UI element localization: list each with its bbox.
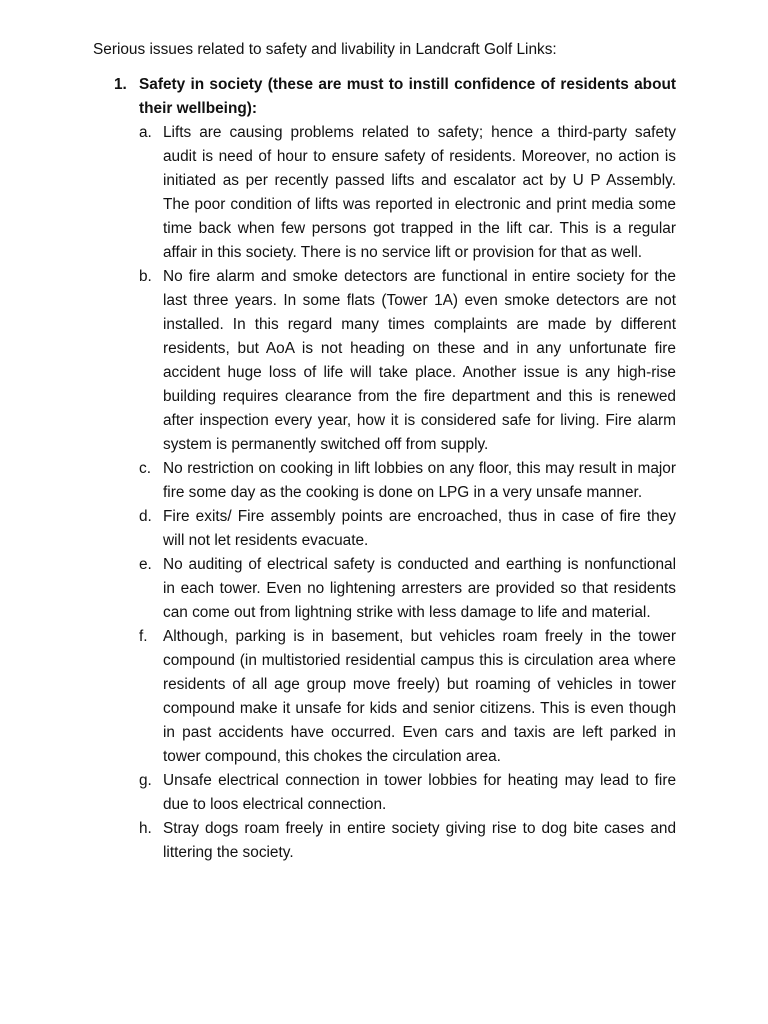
section-number: 1. bbox=[114, 76, 127, 93]
list-item bbox=[139, 625, 676, 769]
item-letter: g. bbox=[139, 772, 152, 789]
list-item bbox=[139, 265, 676, 457]
item-text: Stray dogs roam freely in entire society giving rise to dog bite cases and littering the society. bbox=[163, 820, 676, 861]
item-text: No restriction on cooking in lift lobbies on any floor, this may result in major fire some day as the cooking is done on LPG in a very unsafe manner. bbox=[163, 460, 676, 501]
section-title: Safety in society (these are must to instill confidence of residents about their wellbeing): bbox=[139, 76, 676, 117]
item-letter: e. bbox=[139, 556, 152, 573]
item-letter: c. bbox=[139, 460, 151, 477]
list-item bbox=[139, 817, 676, 865]
item-letter: a. bbox=[139, 124, 152, 141]
item-letter: d. bbox=[139, 508, 152, 525]
item-text: Fire exits/ Fire assembly points are encroached, thus in case of fire they will not let residents evacuate. bbox=[163, 508, 676, 549]
item-text: Unsafe electrical connection in tower lobbies for heating may lead to fire due to loos electrical connection. bbox=[163, 772, 676, 813]
list-item bbox=[139, 553, 676, 625]
intro-heading: Serious issues related to safety and livability in Landcraft Golf Links: bbox=[93, 41, 557, 58]
item-letter: h. bbox=[139, 820, 152, 837]
list-item bbox=[139, 505, 676, 553]
issue-list bbox=[114, 121, 676, 865]
list-item bbox=[139, 457, 676, 505]
section-heading bbox=[114, 73, 676, 121]
item-text: No fire alarm and smoke detectors are functional in entire society for the last three years. In some flats (Tower 1A) even smoke detectors are not installed. In this regard many times complaints are made by different residents, but AoA is not heading on these and in any unfortunate fire accident huge loss of life will take place. Another issue is any high-rise building requires clearance from the fire department and this is renewed after inspection every year, how it is considered safe for living. Fire alarm system is permanently switched off from supply. bbox=[163, 268, 676, 453]
item-text: Lifts are causing problems related to safety; hence a third-party safety audit is need of hour to ensure safety of residents. Moreover, no action is initiated as per recently passed lifts and escalator act by U P Assembly. The poor condition of lifts was reported in electronic and print media some time back when few persons got trapped in the lift car. This is a regular affair in this society. There is no service lift or provision for that as well. bbox=[163, 124, 676, 261]
section-safety bbox=[114, 73, 676, 865]
list-item bbox=[139, 769, 676, 817]
item-text: No auditing of electrical safety is conducted and earthing is nonfunctional in each tower. Even no lightening arresters are provided so that residents can come out from lightning strike with less damage to life and material. bbox=[163, 556, 676, 621]
item-text: Although, parking is in basement, but vehicles roam freely in the tower compound (in multistoried residential campus this is circulation area where residents of all age group move freely) but roaming of vehicles in tower compound make it unsafe for kids and senior citizens. This is even though in past accidents have occurred. Even cars and taxis are left parked in tower compound, this chokes the circulation area. bbox=[163, 628, 676, 765]
list-item bbox=[139, 121, 676, 265]
item-letter: b. bbox=[139, 268, 152, 285]
item-letter: f. bbox=[139, 628, 148, 645]
